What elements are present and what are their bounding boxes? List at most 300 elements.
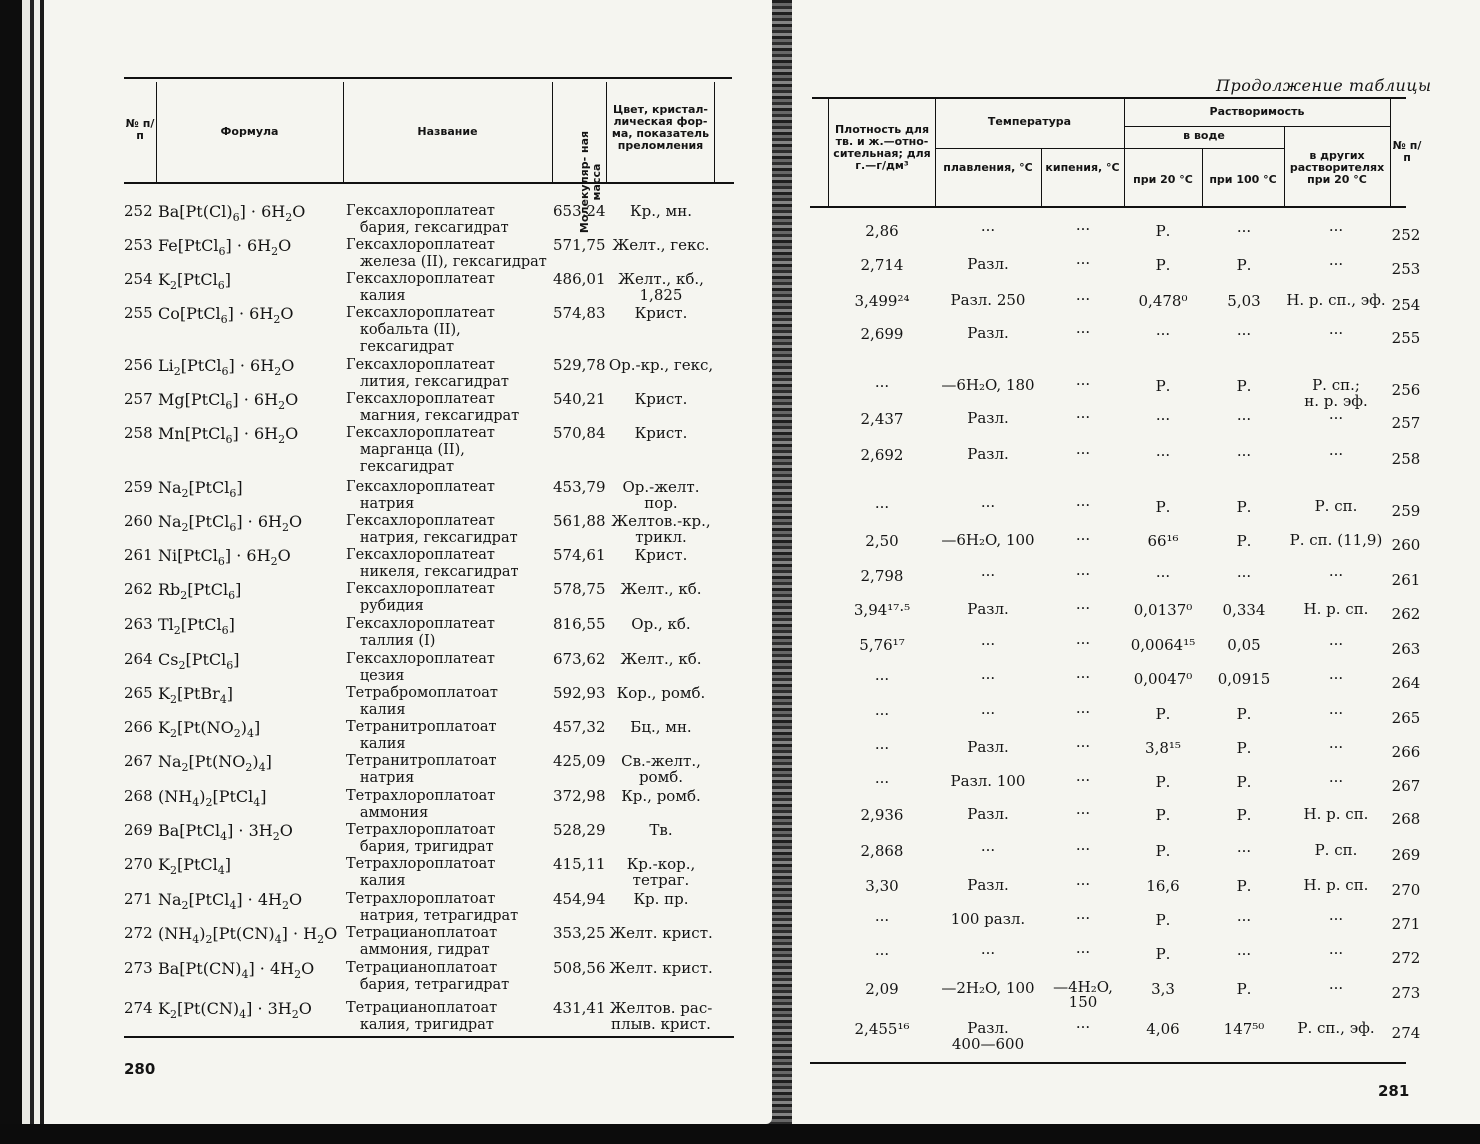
mass-cell: 540,21 [553,390,606,408]
formula-cell: $K_2[Pt(CN)_4] \cdot 3H_2O$ [158,999,312,1022]
color-cell: Крист. [634,390,688,408]
formula-cell: $Na_2[PtCl_4] \cdot 4H_2O$ [158,890,303,913]
water-20-cell: 0,0064¹⁵ [1130,636,1196,654]
water-20-cell: 16,6 [1146,877,1180,895]
water-20-cell: 4,06 [1146,1020,1180,1038]
water-20-cell: ··· [1155,410,1171,428]
boiling-cell: ··· [1075,565,1091,583]
name-cell: Тетранитроплатоат натрия [346,753,497,786]
water-100-cell: 0,05 [1227,636,1261,654]
water-100-cell: Р. [1236,377,1252,395]
header-melting: плавления, °С [943,161,1033,174]
color-cell: Желт., гекс. [612,236,710,254]
color-cell: Кор., ромб. [616,684,706,702]
row-number: 273 [1391,984,1421,1002]
subheader-rule [1124,148,1284,149]
formula-cell: $Na_2[PtCl_6]$ [158,478,243,501]
boiling-cell: ··· [1075,599,1091,617]
name-cell: Тетрахлороплатоат натрия, тетрагидрат [346,891,519,924]
color-cell: Ор.-кр., гекс, [608,356,714,374]
row-number: 270 [124,855,153,873]
other-solvents-cell: ··· [1328,445,1344,463]
formula-cell: $K_2[PtBr_4]$ [158,684,234,707]
row-number: 265 [1391,709,1421,727]
other-solvents-cell: Н. р. сп. [1303,876,1369,894]
name-cell: Гексахлороплатеат цезия [346,651,495,684]
color-cell: Св.-желт., ромб. [621,752,701,786]
name-cell: Тетрахлороплатоат бария, тригидрат [346,822,496,855]
water-100-cell: 0,334 [1222,601,1266,619]
formula-cell: Fe[PtCl$_6$] · $6H_2O$ [158,236,292,259]
water-100-cell: Р. [1236,739,1252,757]
mass-cell: 653,24 [553,202,606,220]
formula-cell: $Na_2[Pt(NO_2)_4]$ [158,752,272,775]
row-number: 262 [124,580,153,598]
mass-cell: 574,61 [553,546,606,564]
row-number: 259 [1391,502,1421,520]
boiling-cell: ··· [1075,220,1091,238]
other-solvents-cell: ··· [1328,738,1344,756]
name-cell: Тетрацианоплатоат аммония, гидрат [346,925,498,958]
other-solvents-cell: Р. сп. (11,9) [1289,531,1383,549]
boiling-cell: ··· [1075,1018,1091,1036]
header-name: Название [417,125,478,138]
formula-cell: $Cs_2[PtCl_6]$ [158,650,240,673]
formula-cell: $K_2[PtCl_4]$ [158,855,231,878]
name-cell: Тетранитроплатоат калия [346,719,497,752]
subheader-rule [935,148,1124,149]
other-solvents-cell: ··· [1328,255,1344,273]
name-cell: Гексахлороплатеат рубидия [346,581,495,614]
row-number: 271 [1391,915,1421,933]
formula-cell: $Tl_2[PtCl_6]$ [158,615,235,638]
mass-cell: 528,29 [553,821,606,839]
mass-cell: 816,55 [553,615,606,633]
melting-cell: Разл. 100 [950,772,1026,790]
col-divider [1041,148,1042,206]
color-cell: Кр., мн. [630,202,692,220]
water-100-cell: ··· [1236,410,1252,428]
boiling-cell: ··· [1075,668,1091,686]
header-bottom-rule [810,206,1406,208]
water-20-cell: ··· [1155,567,1171,585]
melting-cell: Разл. [967,324,1009,342]
water-20-cell: Р. [1155,773,1171,791]
formula-cell: Ba[PtCl$_4$] · $3H_2O$ [158,821,293,844]
header-bottom-rule [124,182,734,184]
density-cell: 2,692 [860,446,904,464]
density-cell: 2,699 [860,325,904,343]
melting-cell: Разл. [967,876,1009,894]
row-number: 269 [1391,846,1421,864]
row-number: 271 [124,890,153,908]
density-cell: 2,714 [860,256,904,274]
density-cell: 3,94¹⁷·⁵ [853,601,911,619]
water-100-cell: ··· [1236,325,1252,343]
color-cell: Крист. [634,424,688,442]
density-cell: 2,455¹⁶ [854,1020,910,1038]
row-number: 254 [124,270,153,288]
header-solubility: Растворимость [1209,105,1305,118]
water-20-cell: Р. [1155,705,1171,723]
row-number: 274 [124,999,153,1017]
name-cell: Гексахлороплатеат магния, гексагидрат [346,391,520,424]
table-bottom-rule [810,1062,1406,1064]
row-number: 268 [1391,810,1421,828]
formula-cell: $Na_2[PtCl_6] \cdot 6H_2O$ [158,512,303,535]
water-100-cell: ··· [1236,842,1252,860]
row-number: 268 [124,787,153,805]
row-number: 256 [1391,381,1421,399]
row-number: 260 [124,512,153,530]
boiling-cell: ··· [1075,634,1091,652]
water-20-cell: ··· [1155,325,1171,343]
row-number: 252 [1391,226,1421,244]
subheader-rule [1124,126,1390,127]
boiling-cell: —4H₂O, 150 [1053,978,1113,1011]
name-cell: Гексахлороплатеат бария, гексагидрат [346,203,509,236]
water-20-cell: Р. [1155,806,1171,824]
density-cell: ··· [874,705,890,723]
row-number: 256 [124,356,153,374]
row-number: 253 [124,236,153,254]
water-20-cell: Р. [1155,498,1171,516]
color-cell: Кр. пр. [633,890,689,908]
mass-cell: 561,88 [553,512,606,530]
water-100-cell: ··· [1236,567,1252,585]
melting-cell: Разл. [967,600,1009,618]
name-cell: Тетрахлороплатоат аммония [346,788,496,821]
formula-cell: Mn[PtCl$_6$] · $6H_2O$ [158,424,299,447]
row-number: 263 [1391,640,1421,658]
mass-cell: 425,09 [553,752,606,770]
name-cell: Тетрацианоплатоат калия, тригидрат [346,1000,498,1033]
col-divider [552,82,553,182]
row-number: 264 [1391,674,1421,692]
boiling-cell: ··· [1075,375,1091,393]
boiling-cell: ··· [1075,909,1091,927]
name-cell: Гексахлороплатеат натрия [346,479,495,512]
formula-cell: $Rb_2[PtCl_6]$ [158,580,242,603]
water-20-cell: Р. [1155,842,1171,860]
melting-cell: ··· [980,566,996,584]
boiling-cell: ··· [1075,444,1091,462]
melting-cell: Разл. [967,409,1009,427]
mass-cell: 508,56 [553,959,606,977]
page-number-right: 281 [1378,1082,1410,1100]
row-number: 266 [124,718,153,736]
row-number: 267 [124,752,153,770]
water-100-cell: Р. [1236,773,1252,791]
water-100-cell: Р. [1236,806,1252,824]
water-100-cell: Р. [1236,877,1252,895]
mass-cell: 372,98 [553,787,606,805]
name-cell: Тетрабромоплатоат калия [346,685,498,718]
density-cell: 2,09 [865,980,899,998]
row-number: 272 [1391,949,1421,967]
header-other-solvents: в других растворителях при 20 °С [1289,149,1385,186]
row-number: 266 [1391,743,1421,761]
table-top-rule [812,97,1406,99]
color-cell: Желт., кб., 1,825 [618,270,704,304]
row-number: 274 [1391,1024,1421,1042]
row-number: 252 [124,202,153,220]
name-cell: Гексахлороплатеат натрия, гексагидрат [346,513,518,546]
other-solvents-cell: Н. р. сп. [1303,600,1369,618]
header-at-100: при 100 °С [1209,173,1277,186]
water-100-cell: ··· [1236,945,1252,963]
water-100-cell: Р. [1236,256,1252,274]
header-num-right: № п/п [1392,139,1422,164]
mass-cell: 592,93 [553,684,606,702]
water-20-cell: 3,3 [1151,980,1175,998]
formula-cell: $(NH_4)_2[PtCl_4]$ [158,787,267,810]
water-20-cell: Р. [1155,222,1171,240]
water-100-cell: ··· [1236,222,1252,240]
melting-cell: ··· [980,944,996,962]
header-density: Плотность для тв. и ж.—отно- сительная; для г.—г/дм³ [833,123,931,172]
mass-cell: 353,25 [553,924,606,942]
mass-cell: 454,94 [553,890,606,908]
other-solvents-cell: ··· [1328,910,1344,928]
water-100-cell: Р. [1236,532,1252,550]
row-number: 270 [1391,881,1421,899]
other-solvents-cell: Р. сп. [1314,841,1358,859]
color-cell: Желтов. рас- плыв. крист. [609,999,713,1033]
name-cell: Тетрацианоплатоат бария, тетрагидрат [346,960,510,993]
color-cell: Бц., мн. [630,718,692,736]
melting-cell: —2H₂O, 100 [941,979,1035,997]
color-cell: Крист. [634,304,688,322]
boiling-cell: ··· [1075,323,1091,341]
color-cell: Желт. крист. [609,959,713,977]
density-cell: 3,30 [865,877,899,895]
other-solvents-cell: ··· [1328,635,1344,653]
water-20-cell: 0,478⁰ [1138,292,1188,310]
water-100-cell: Р. [1236,980,1252,998]
boiling-cell: ··· [1075,496,1091,514]
row-number: 262 [1391,605,1421,623]
color-cell: Кр.-кор., тетраг. [626,855,696,889]
water-20-cell: ··· [1155,446,1171,464]
other-solvents-cell: ··· [1328,944,1344,962]
water-20-cell: Р. [1155,911,1171,929]
mass-cell: 574,83 [553,304,606,322]
boiling-cell: ··· [1075,804,1091,822]
row-number: 267 [1391,777,1421,795]
formula-cell: $Li_2[PtCl_6] \cdot 6H_2O$ [158,356,295,379]
other-solvents-cell: Р. сп., эф. [1297,1019,1375,1037]
mass-cell: 529,78 [553,356,606,374]
density-cell: 3,499²⁴ [854,292,910,310]
formula-cell: $K_2[PtCl_6]$ [158,270,231,293]
color-cell: Тв. [649,821,673,839]
row-number: 258 [124,424,153,442]
density-cell: 2,936 [860,806,904,824]
boiling-cell: ··· [1075,737,1091,755]
other-solvents-cell: ··· [1328,566,1344,584]
row-number: 263 [124,615,153,633]
color-cell: Желт., кб. [620,580,702,598]
color-cell: Желт., кб. [620,650,702,668]
formula-cell: Co[PtCl$_6$] · $6H_2O$ [158,304,294,327]
row-number: 272 [124,924,153,942]
header-mass: Молекуляр- ная масса [578,130,603,234]
continuation-label: Продолжение таблицы [1216,76,1432,95]
boiling-cell: ··· [1075,703,1091,721]
row-number: 261 [124,546,153,564]
mass-cell: 673,62 [553,650,606,668]
other-solvents-cell: Н. р. сп., эф. [1286,291,1386,309]
density-cell: 2,437 [860,410,904,428]
mass-cell: 453,79 [553,478,606,496]
melting-cell: Разл. [967,255,1009,273]
melting-cell: ··· [980,669,996,687]
right-page [792,0,1480,1124]
formula-cell: Ni[PtCl$_6$] · $6H_2O$ [158,546,291,569]
melting-cell: ··· [980,221,996,239]
other-solvents-cell: ··· [1328,704,1344,722]
other-solvents-cell: ··· [1328,979,1344,997]
water-20-cell: 0,0047⁰ [1133,670,1193,688]
other-solvents-cell: Н. р. сп. [1303,805,1369,823]
melting-cell: —6H₂O, 100 [941,531,1035,549]
formula-cell: $Ba[Pt(CN)_4] \cdot 4H_2O$ [158,959,315,982]
formula-cell: $Ba[Pt(Cl)_6] \cdot 6H_2O$ [158,202,306,225]
row-number: 253 [1391,260,1421,278]
formula-cell: $(NH_4)_2[Pt(CN)_4] \cdot H_2O$ [158,924,338,947]
water-100-cell: Р. [1236,705,1252,723]
other-solvents-cell: ··· [1328,772,1344,790]
color-cell: Кр., ромб. [621,787,701,805]
mass-cell: 578,75 [553,580,606,598]
boiling-cell: ··· [1075,875,1091,893]
mass-cell: 486,01 [553,270,606,288]
melting-cell: Разл. [967,805,1009,823]
density-cell: ··· [874,945,890,963]
water-20-cell: 0,0137⁰ [1133,601,1193,619]
density-cell: ··· [874,739,890,757]
boiling-cell: ··· [1075,530,1091,548]
boiling-cell: ··· [1075,771,1091,789]
melting-cell: ··· [980,635,996,653]
boiling-cell: ··· [1075,290,1091,308]
water-20-cell: 3,8¹⁵ [1145,739,1181,757]
mass-cell: 457,32 [553,718,606,736]
row-number: 257 [1391,414,1421,432]
boiling-cell: ··· [1075,408,1091,426]
header-at-20: при 20 °С [1133,173,1193,186]
density-cell: ··· [874,670,890,688]
color-cell: Желт. крист. [609,924,713,942]
water-100-cell: 0,0915 [1217,670,1271,688]
water-100-cell: 5,03 [1227,292,1261,310]
boiling-cell: ··· [1075,943,1091,961]
name-cell: Гексахлороплатеат никеля, гексагидрат [346,547,519,580]
color-cell: Ор.-желт. пор. [622,478,700,512]
row-number: 264 [124,650,153,668]
density-cell: 2,868 [860,842,904,860]
other-solvents-cell: ··· [1328,669,1344,687]
melting-cell: —6H₂O, 180 [941,376,1035,394]
density-cell: 2,86 [865,222,899,240]
density-cell: ··· [874,498,890,516]
name-cell: Тетрахлороплатоат калия [346,856,496,889]
melting-cell: Разл. 400—600 [951,1019,1025,1053]
mass-cell: 570,84 [553,424,606,442]
header-temperature: Температура [987,115,1072,128]
page-number-left: 280 [124,1060,156,1078]
formula-cell: $K_2[Pt(NO_2)_4]$ [158,718,261,741]
mass-cell: 431,41 [553,999,606,1017]
name-cell: Гексахлороплатеат железа (II), гексагидрат [346,237,547,270]
other-solvents-cell: Р. сп.; н. р. эф. [1304,376,1368,410]
header-boiling: кипения, °С [1045,161,1120,174]
melting-cell: Разл. [967,445,1009,463]
color-cell: Желтов.-кр., трикл. [611,512,711,546]
row-number: 255 [124,304,153,322]
table-bottom-rule [124,1036,734,1038]
density-cell: ··· [874,911,890,929]
header-in-water: в воде [1183,129,1225,142]
name-cell: Гексахлороплатеат калия [346,271,495,304]
row-number: 259 [124,478,153,496]
other-solvents-cell: ··· [1328,409,1344,427]
header-num: № п/п [125,117,155,142]
water-100-cell: ··· [1236,911,1252,929]
other-solvents-cell: Р. сп. [1314,497,1358,515]
water-100-cell: Р. [1236,498,1252,516]
row-number: 261 [1391,571,1421,589]
col-divider [714,82,715,182]
boiling-cell: ··· [1075,840,1091,858]
left-binding-edge [0,0,72,1124]
header-color: Цвет, кристал- лическая фор- ма, показатель преломления [611,103,710,152]
water-20-cell: Р. [1155,945,1171,963]
water-20-cell: 66¹⁶ [1147,532,1179,550]
color-cell: Ор., кб. [631,615,691,633]
other-solvents-cell: ··· [1328,221,1344,239]
density-cell: ··· [874,773,890,791]
water-20-cell: Р. [1155,256,1171,274]
row-number: 269 [124,821,153,839]
density-cell: 2,50 [865,532,899,550]
density-cell: 5,76¹⁷ [859,636,905,654]
row-number: 258 [1391,450,1421,468]
row-number: 273 [124,959,153,977]
name-cell: Гексахлороплатеат марганца (II), гексагидрат [346,425,495,475]
water-100-cell: 147⁵⁰ [1223,1020,1265,1038]
melting-cell: ··· [980,704,996,722]
name-cell: Гексахлороплатеат лития, гексагидрат [346,357,509,390]
row-number: 255 [1391,329,1421,347]
mass-cell: 415,11 [553,855,606,873]
boiling-cell: ··· [1075,254,1091,272]
density-cell: 2,798 [860,567,904,585]
melting-cell: ··· [980,841,996,859]
other-solvents-cell: ··· [1328,324,1344,342]
water-20-cell: Р. [1155,377,1171,395]
mass-cell: 571,75 [553,236,606,254]
row-number: 265 [124,684,153,702]
water-100-cell: ··· [1236,446,1252,464]
melting-cell: Разл. [967,738,1009,756]
melting-cell: ··· [980,497,996,515]
melting-cell: 100 разл. [950,910,1026,928]
row-number: 254 [1391,296,1421,314]
melting-cell: Разл. 250 [950,291,1026,309]
density-cell: ··· [874,377,890,395]
